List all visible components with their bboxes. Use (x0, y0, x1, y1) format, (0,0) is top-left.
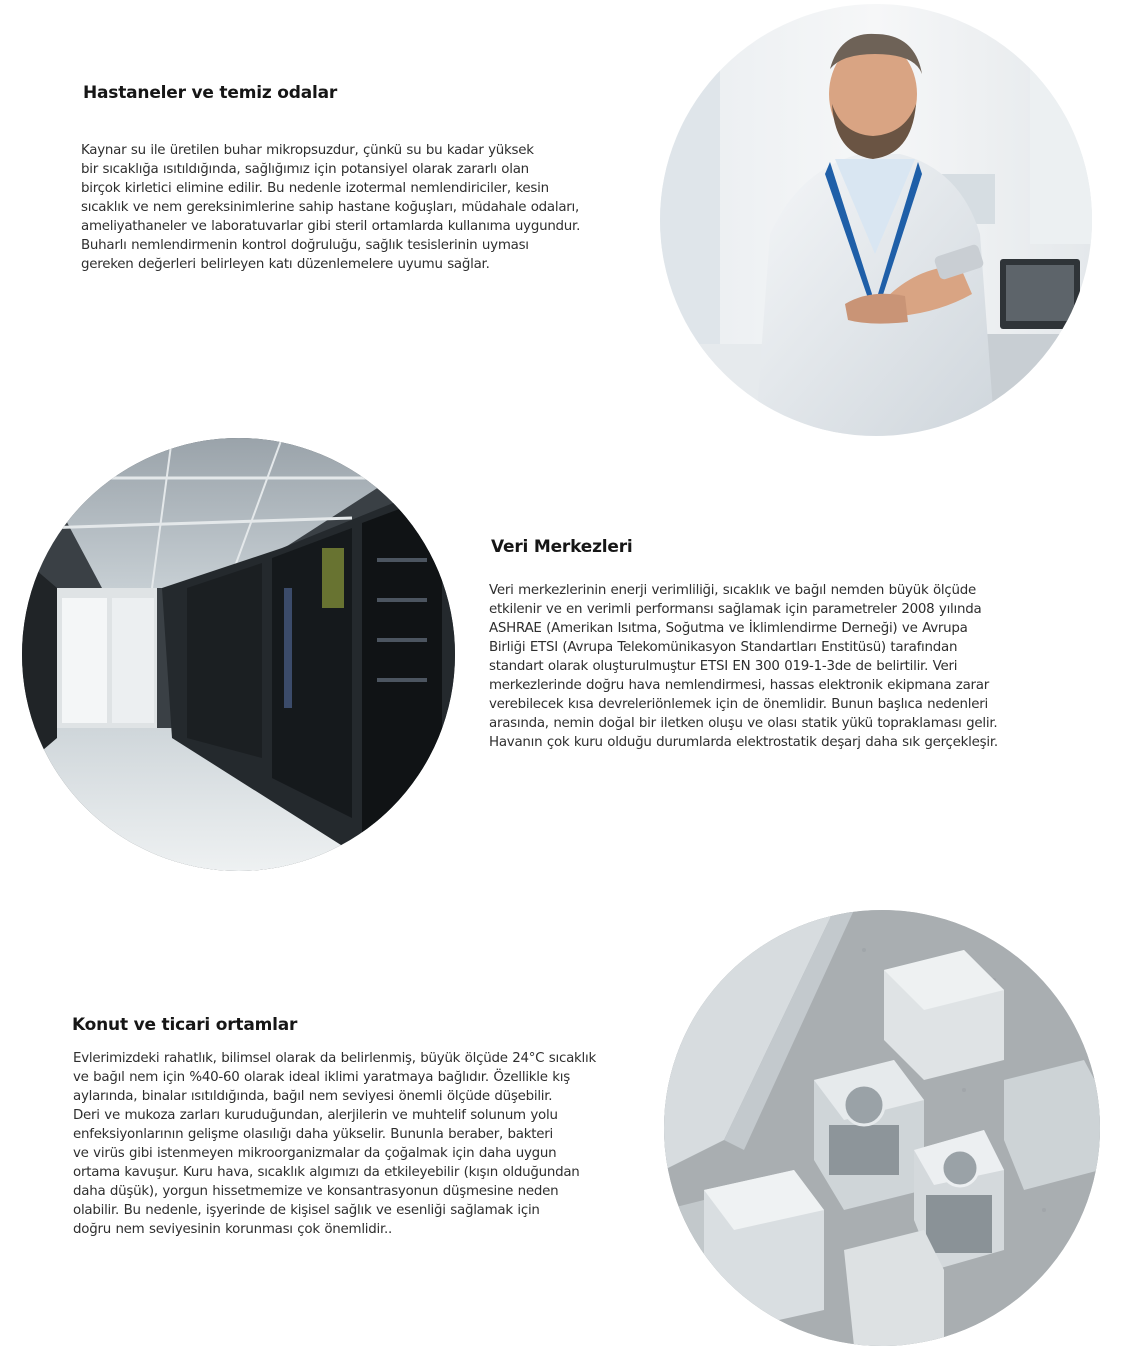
paragraph-residential-commercial (73, 1049, 596, 1239)
rooftop-hvac-photo (664, 910, 1100, 1346)
text-line: ortama kavuşur. Kuru hava, sıcaklık algımızı da etkileyebilir (kışın olduğundan (73, 1165, 580, 1180)
text-line: olabilir. Bu nedenle, işyerinde de kişisel sağlık ve esenliği sağlamak için (73, 1203, 540, 1218)
text-line: aylarında, binalar ısıtıldığında, bağıl nem seviyesi önemli ölçüde düşebilir. (73, 1089, 553, 1104)
paragraph-data-centers (489, 581, 998, 752)
text-line: Kaynar su ile üretilen buhar mikropsuzdur, çünkü su bu kadar yüksek (81, 143, 534, 158)
text-line: enfeksiyonlarının gelişme olasılığı daha yükselir. Bununla beraber, bakteri (73, 1127, 553, 1142)
text-line: Birliği ETSI (Avrupa Telekomünikasyon Standartları Enstitüsü) tarafından (489, 640, 958, 655)
text-line: Havanın çok kuru olduğu durumlarda elektrostatik deşarj daha sık gerçekleşir. (489, 735, 998, 750)
text-line: merkezlerinde doğru hava nemlendirmesi, hassas elektronik ekipmana zarar (489, 678, 989, 693)
text-line: Deri ve mukoza zarları kuruduğundan, alerjilerin ve muhtelif solunum yolu (73, 1108, 558, 1123)
section-title-data-centers: Veri Merkezleri (491, 537, 633, 557)
server-room-icon (22, 438, 455, 871)
text-line: Buharlı nemlendirmenin kontrol doğruluğu, sağlık tesislerinin uyması (81, 238, 529, 253)
text-line: ve virüs gibi istenmeyen mikroorganizmalar da çoğalmak için daha uygun (73, 1146, 557, 1161)
text-line: bir sıcaklığa ısıtıldığında, sağlığımız için potansiyel olarak zararlı olan (81, 162, 529, 177)
text-line: verebilecek kısa devreleriönlemek için de önemlidir. Bunun başlıca nedenleri (489, 697, 988, 712)
paragraph-hospitals (81, 141, 580, 274)
text-line: ve bağıl nem için %40-60 olarak ideal iklimi yaratmaya bağlıdır. Özellikle kış (73, 1070, 570, 1085)
text-line: gereken değerleri belirleyen katı düzenlemelere uyumu sağlar. (81, 257, 490, 272)
doctor-photo (660, 4, 1092, 436)
doctor-with-smartphone-icon (660, 4, 1092, 436)
text-line: ASHRAE (Amerikan Isıtma, Soğutma ve İklimlendirme Derneği) ve Avrupa (489, 621, 968, 636)
text-line: arasında, nemin doğal bir iletken oluşu ve olası statik yükü topraklaması gelir. (489, 716, 998, 731)
text-line: Evlerimizdeki rahatlık, bilimsel olarak da belirlenmiş, büyük ölçüde 24°C sıcaklık (73, 1051, 596, 1066)
rooftop-hvac-units-icon (664, 910, 1100, 1346)
text-line: sıcaklık ve nem gereksinimlerine sahip hastane koğuşları, müdahale odaları, (81, 200, 580, 215)
text-line: etkilenir ve en verimli performansı sağlamak için parametreler 2008 yılında (489, 602, 982, 617)
section-title-residential-commercial: Konut ve ticari ortamlar (72, 1015, 298, 1035)
text-line: ameliyathaneler ve laboratuvarlar gibi steril ortamlarda kullanıma uygundur. (81, 219, 581, 234)
text-line: birçok kirletici elimine edilir. Bu nedenle izotermal nemlendiriciler, kesin (81, 181, 549, 196)
text-line: standart olarak oluşturulmuştur ETSI EN 300 019-1-3de de belirtilir. Veri (489, 659, 958, 674)
section-title-hospitals: Hastaneler ve temiz odalar (83, 83, 338, 103)
text-line: doğru nem seviyesinin korunması çok önemlidir.. (73, 1222, 393, 1237)
text-line: daha düşük), yorgun hissetmemize ve konsantrasyonun düşmesine neden (73, 1184, 559, 1199)
server-room-photo (22, 438, 455, 871)
text-line: Veri merkezlerinin enerji verimliliği, sıcaklık ve bağıl nemden büyük ölçüde (489, 583, 976, 598)
